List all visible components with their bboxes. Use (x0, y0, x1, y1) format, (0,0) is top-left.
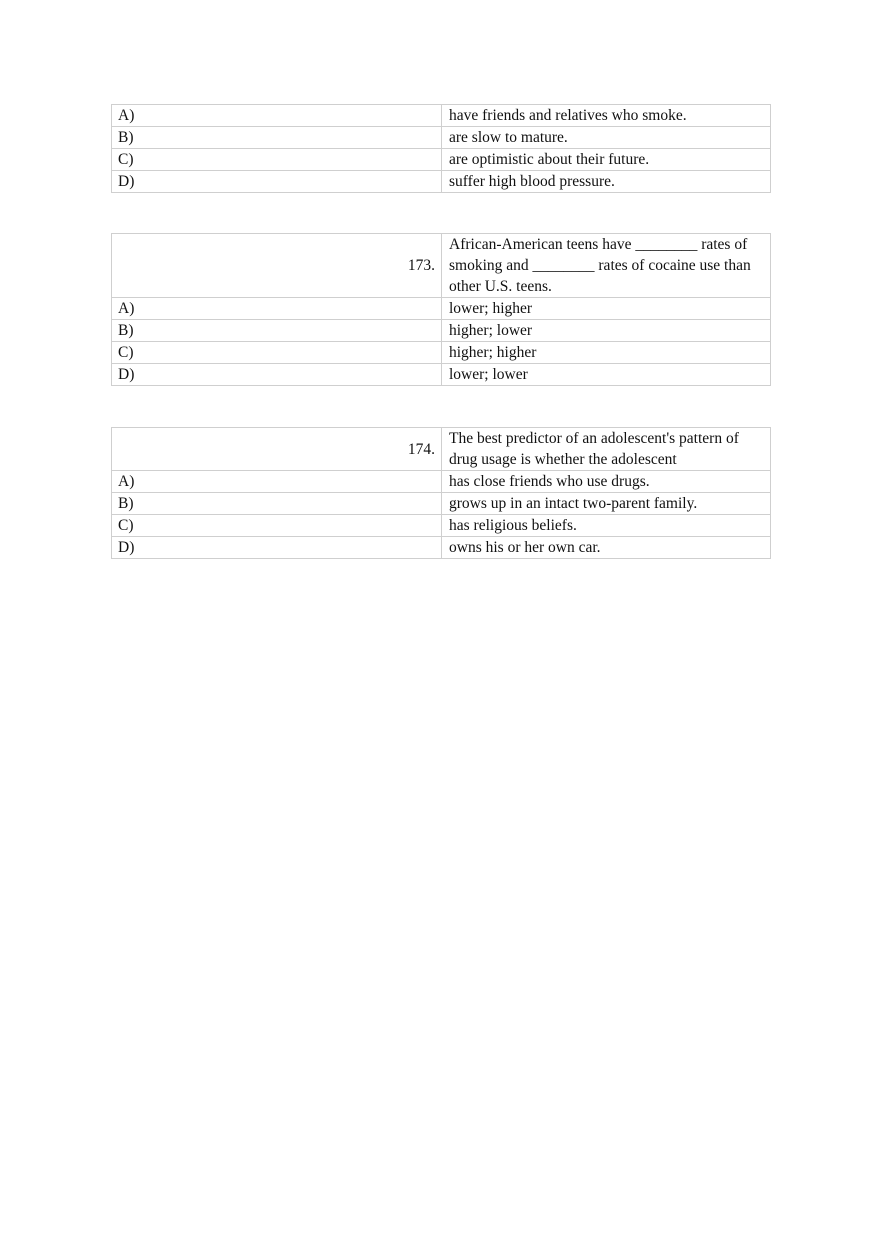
option-row (112, 515, 771, 537)
option-row (112, 342, 771, 364)
option-letter: B) (112, 127, 442, 149)
option-text: owns his or her own car. (442, 537, 771, 559)
question-number: 173. (112, 234, 442, 298)
question-173-table (111, 233, 771, 386)
option-row (112, 105, 771, 127)
option-row (112, 493, 771, 515)
option-text: higher; lower (442, 320, 771, 342)
option-row (112, 127, 771, 149)
option-letter: B) (112, 493, 442, 515)
option-row (112, 298, 771, 320)
option-letter: D) (112, 171, 442, 193)
option-row (112, 149, 771, 171)
option-row (112, 471, 771, 493)
option-text: has close friends who use drugs. (442, 471, 771, 493)
option-text: are slow to mature. (442, 127, 771, 149)
option-text: has religious beliefs. (442, 515, 771, 537)
option-row (112, 320, 771, 342)
question-stem-row (112, 234, 771, 298)
option-text: suffer high blood pressure. (442, 171, 771, 193)
option-row (112, 537, 771, 559)
option-text: are optimistic about their future. (442, 149, 771, 171)
option-text: higher; higher (442, 342, 771, 364)
option-text: lower; higher (442, 298, 771, 320)
option-text: have friends and relatives who smoke. (442, 105, 771, 127)
option-text: lower; lower (442, 364, 771, 386)
question-174-table (111, 427, 771, 559)
option-row (112, 171, 771, 193)
option-text: grows up in an intact two-parent family. (442, 493, 771, 515)
option-row (112, 364, 771, 386)
question-number: 174. (112, 428, 442, 471)
question-stem-row (112, 428, 771, 471)
option-letter: C) (112, 515, 442, 537)
option-letter: B) (112, 320, 442, 342)
option-letter: A) (112, 471, 442, 493)
option-letter: A) (112, 298, 442, 320)
question-stem: African-American teens have ________ rates of smoking and ________ rates of cocaine use than other U.S. teens. (442, 234, 771, 298)
option-letter: D) (112, 364, 442, 386)
option-letter: A) (112, 105, 442, 127)
question-stem: The best predictor of an adolescent's pattern of drug usage is whether the adolescent (442, 428, 771, 471)
option-letter: C) (112, 342, 442, 364)
option-letter: C) (112, 149, 442, 171)
question-172-options-table (111, 104, 771, 193)
option-letter: D) (112, 537, 442, 559)
